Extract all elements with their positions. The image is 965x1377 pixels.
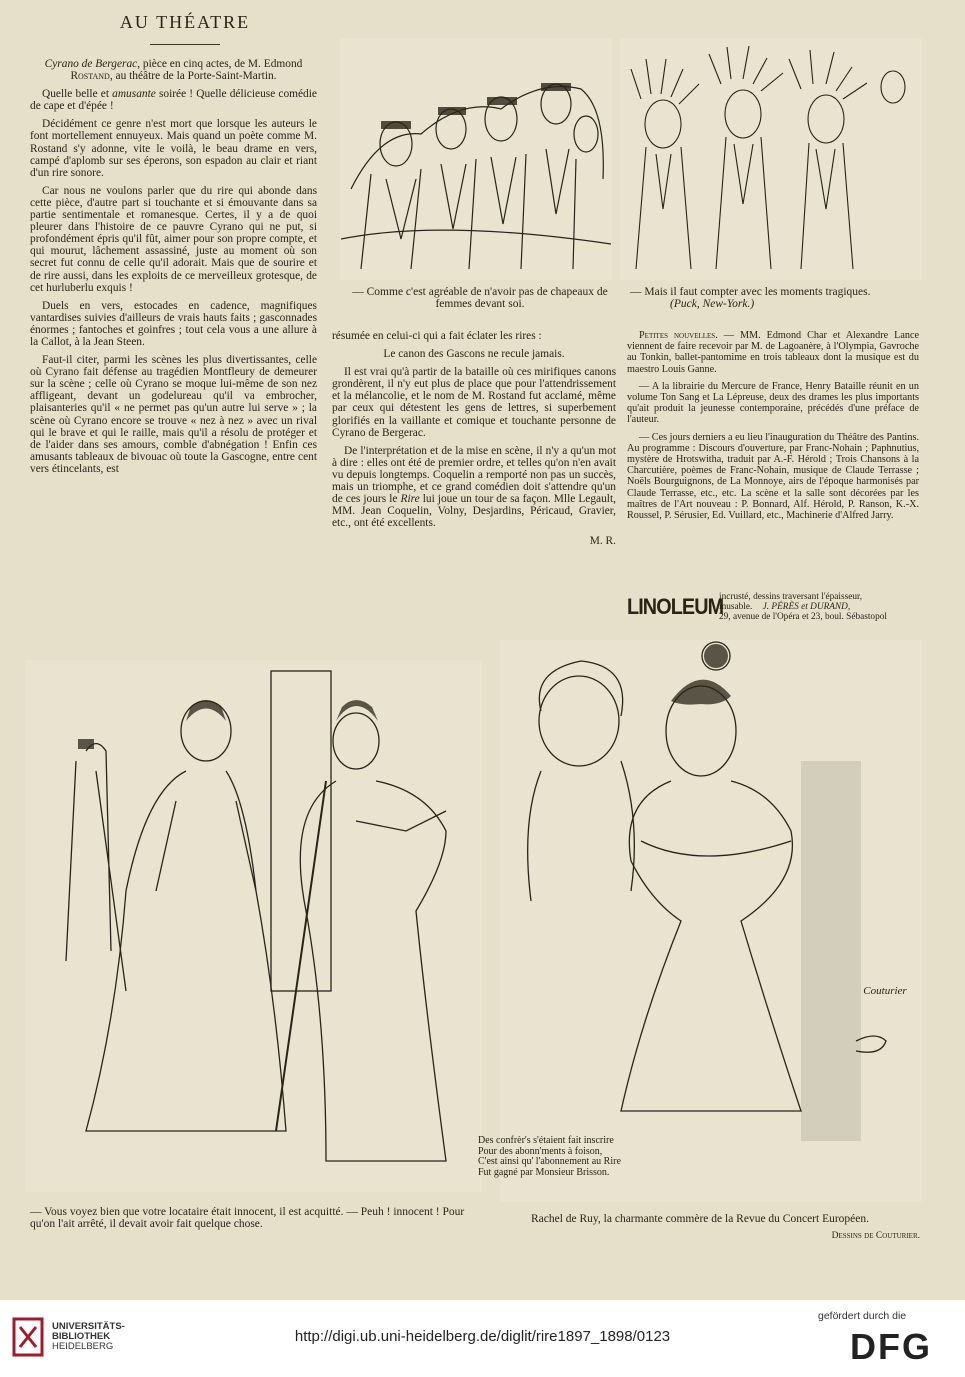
caption-bottom-left: — Vous voyez bien que votre locataire était innocent, il est acquitté. — Peuh ! innocent ! Pour qu'on l'ait arrêté, il devait avoir fait quelque chose. [30,1206,465,1230]
article-paragraph: résumée en celui-ci qui a fait éclater les rires : [332,330,542,342]
article-intro: Cyrano de Bergerac, pièce en cinq actes, de M. Edmond Rostand, au théâtre de la Porte-Saint-Martin. [44,58,303,83]
article-paragraph: Car nous ne voulons parler que du rire qui abonde dans cette pièce, d'autre part si touchante et si émouvante dans sa partie sentimentale et romanesque. Certes, il y a de quoi pleurer dans l'histoire de ce pauvre Cyrano qui ne put, si profondément épris qu'il fût, aimer pour son propre compte, et qui mourut, lâchement assassiné, juste au moment où son secret fut connu de celle qu'il adorait. Mais que de sourire et de rire aussi, dans les exploits de ce merveilleux grotesque, de cet hurluberlu exquis ! [30,184,317,294]
digitization-footer [0,1300,965,1377]
source-url-link[interactable]: http://digi.ub.uni-heidelberg.de/diglit/rire1897_1898/0123 [294,1328,671,1345]
author-name: Rostand [70,70,110,83]
linoleum-advertisement [627,592,922,632]
verse-caption: Des confrèr's s'étaient fait inscrire Pour des abonn'ments à foison, C'est ainsi qu' l'abonnement au Rire Fut gagné par Monsieur Brisson. [478,1135,621,1178]
ad-brand: LINOLEUM [627,594,724,619]
article-signature: M. R. [589,535,616,548]
news-item: — Ces jours derniers a eu lieu l'inauguration du Théâtre des Pantins. Au programme : Discours d'ouverture, par Franc-Nohain ; Paphnutius, mystère de Hrotswitha, traduit par A.-F. Hérold ; Trois Chansons à la Charcutière, poèmes de Franc-Nohain, musique de Claude Terrasse ; Noëls Bourguignons, de La Monnoye, airs de l'époque harmonisés par Claude Terrasse, etc., etc. La scène et la salle sont décorées par les maîtres de l'Art nouveau : P. Bonnard, Alf. Hérold, P. Ranson, K.-X. Roussel, P. Sérusier, Ed. Vuillard, etc., Machinerie d'Alfred Jarry. [627,431,919,522]
illustration-tragic-moments [620,38,922,280]
title-rule [150,44,220,47]
illustration-rachel-de-ruy [500,640,922,1202]
drawings-credit: Dessins de Couturier. [831,1231,920,1241]
article-paragraph: Duels en vers, estocades en cadence, magnifiques vantardises suivies d'ailleurs de vrais hauts faits ; gasconnades énormes ; fantoches et goinfres ; tout cela vous a une allure à la Callot, à la Jean Steen. [30,299,317,348]
news-item: Petites nouvelles. — MM. Edmond Char et Alexandre Lance viennent de faire recevoir par M. de Lagoanère, à l'Olympia, Gavroche au Tonkin, ballet-pantomime en trois tableaux dont la musique est du maestro Louis Ganne. [627,330,920,375]
university-name: UNIVERSITÄTS- BIBLIOTHEK HEIDELBERG [52,1321,125,1352]
article-paragraph: Il est vrai qu'à partir de la bataille où ces mirifiques canons grondèrent, il n'y eut plus de place que pour l'attendrissement et la mélancolie, et le nom de M. Rostand fut acclamé, même par ceux qui détestent les gens de lettres, si superbement glorifiés en la vaillante et comique et touchante personne de Cyrano de Bergerac. [332,366,616,439]
ad-details: incrusté, dessins traversant l'épaisseur, inusable. J. PÉRÈS et DURAND, 29, avenue de l'Opéra et 23, boul. Sébastopol [719,592,887,622]
illustration-audience-no-hats [340,38,612,280]
article-column-2 [332,330,616,554]
news-column [627,330,919,527]
article-quote: Le canon des Gascons ne recule jamais. [383,348,565,361]
play-title: Cyrano de Bergerac [44,58,138,70]
article-column-1 [30,58,317,481]
news-heading: Petites nouvelles. [639,330,718,341]
artist-signature: Couturier [863,985,907,997]
caption-top-middle: — Comme c'est agréable de n'avoir pas de chapeaux de femmes devant soi. [352,286,608,310]
article-paragraph: De l'interprétation et de la mise en scène, il n'y a qu'un mot à dire : elles ont été de premier ordre, et telles qu'on n'en avait vu depuis longtemps. Coquelin a remporté non pas un succès, mais un triomphe, et ce grand comédien doit s'attendre qu'un de ces jours le Rire lui joue un tour de sa façon. Mlle Legault, MM. Jean Coquelin, Volny, Desjardins, Péricaud, Gravier, etc., ont été excellents. [332,444,616,530]
dfg-logo: DFG [850,1326,932,1367]
article-paragraph: Faut-il citer, parmi les scènes les plus divertissantes, celle où Cyrano fait défense au tragédien Montfleury de demeurer sur la scène ; celle où Cyrano se moque lui-même de son nez affligeant, devant un godelureau qu'il va embrocher, plaisanteries qu'il « ne permet pas qu'un autre lui serve » ; la scène où Cyrano encore se trouve « nez à nez » avec un rival qui le brave et qui le raille, mais qu'il a résolu de protéger et de l'aider dans ses amours, comble d'abnégation ! Enfin ces amusants tableaux de bivouac où toute la Gascogne, entre cent vers étincelants, est [30,354,317,475]
article-paragraph: Quelle belle et amusante soirée ! Quelle délicieuse comédie de cape et d'épée ! [30,88,317,113]
news-item: — A la librairie du Mercure de France, Henry Bataille réunit en un volume Ton Sang et La Lépreuse, deux des drames les plus importants qu'ait produit la jeunesse contemporaine, précédés d'une préface de l'auteur. [627,380,919,426]
page-title: AU THÉATRE [119,12,251,32]
caption-top-right: — Mais il faut compter avec les moments tragiques. (Puck, New-York.) [630,286,871,310]
article-paragraph: Décidément ce genre n'est mort que lorsque les auteurs le font mortellement ennuyeux. Mais quand un poète comme M. Rostand s'y adonne, vite le voilà, le beau drame en vers, campé d'aplomb sur ses éperons, son espadon au clair et riant d'un rire sonore. [30,118,317,179]
illustration-concierges [25,660,482,1192]
funded-by-label: gefördert durch die [818,1310,907,1322]
caption-bottom-right: Rachel de Ruy, la charmante commère de la Revue du Concert Européen. [530,1213,870,1225]
